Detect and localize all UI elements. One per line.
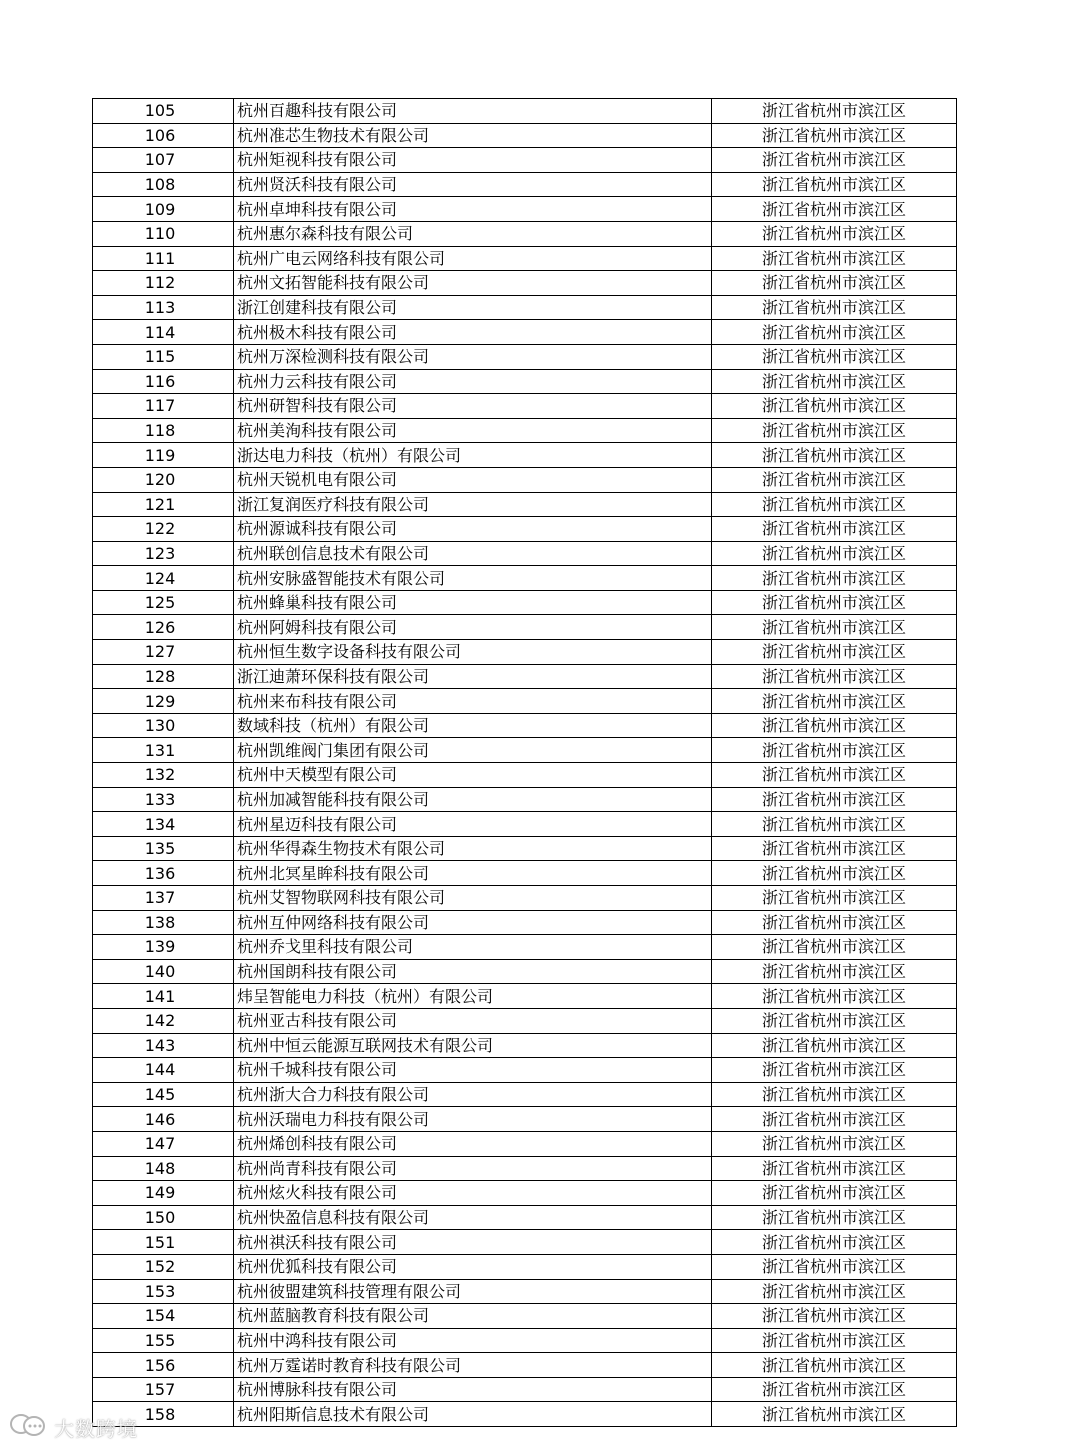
region-cell: 浙江省杭州市滨江区: [712, 763, 957, 788]
region-cell: 浙江省杭州市滨江区: [712, 787, 957, 812]
table-row: [93, 640, 957, 665]
table-row: [93, 1402, 957, 1427]
table-row: [93, 689, 957, 714]
company-name-cell: 杭州优狐科技有限公司: [234, 1254, 712, 1279]
row-number-cell: 110: [93, 221, 234, 246]
region-cell: 浙江省杭州市滨江区: [712, 812, 957, 837]
row-number-cell: 116: [93, 369, 234, 394]
company-name-cell: 杭州千城科技有限公司: [234, 1058, 712, 1083]
table-row: [93, 1033, 957, 1058]
table-row: [93, 787, 957, 812]
table-row: [93, 1377, 957, 1402]
row-number-cell: 151: [93, 1230, 234, 1255]
row-number-cell: 148: [93, 1156, 234, 1181]
table-row: [93, 935, 957, 960]
company-name-cell: 杭州恒生数字设备科技有限公司: [234, 640, 712, 665]
region-cell: 浙江省杭州市滨江区: [712, 99, 957, 124]
row-number-cell: 115: [93, 344, 234, 369]
region-cell: 浙江省杭州市滨江区: [712, 1156, 957, 1181]
company-name-cell: 杭州中恒云能源互联网技术有限公司: [234, 1033, 712, 1058]
row-number-cell: 139: [93, 935, 234, 960]
table-row: [93, 517, 957, 542]
table-row: [93, 123, 957, 148]
table-row: [93, 418, 957, 443]
row-number-cell: 112: [93, 271, 234, 296]
region-cell: 浙江省杭州市滨江区: [712, 517, 957, 542]
table-row: [93, 1353, 957, 1378]
row-number-cell: 130: [93, 713, 234, 738]
row-number-cell: 119: [93, 443, 234, 468]
table-row: [93, 1181, 957, 1206]
watermark-text: 大数跨境: [54, 1416, 138, 1441]
region-cell: 浙江省杭州市滨江区: [712, 344, 957, 369]
region-cell: 浙江省杭州市滨江区: [712, 1254, 957, 1279]
company-name-cell: 炜呈智能电力科技（杭州）有限公司: [234, 984, 712, 1009]
region-cell: 浙江省杭州市滨江区: [712, 1008, 957, 1033]
region-cell: 浙江省杭州市滨江区: [712, 910, 957, 935]
table-row: [93, 566, 957, 591]
row-number-cell: 138: [93, 910, 234, 935]
table-row: [93, 713, 957, 738]
region-cell: 浙江省杭州市滨江区: [712, 1033, 957, 1058]
company-name-cell: 杭州准芯生物技术有限公司: [234, 123, 712, 148]
region-cell: 浙江省杭州市滨江区: [712, 1058, 957, 1083]
table-row: [93, 1328, 957, 1353]
region-cell: 浙江省杭州市滨江区: [712, 295, 957, 320]
row-number-cell: 152: [93, 1254, 234, 1279]
company-name-cell: 浙江创建科技有限公司: [234, 295, 712, 320]
region-cell: 浙江省杭州市滨江区: [712, 172, 957, 197]
company-name-cell: 杭州万深检测科技有限公司: [234, 344, 712, 369]
region-cell: 浙江省杭州市滨江区: [712, 271, 957, 296]
row-number-cell: 142: [93, 1008, 234, 1033]
region-cell: 浙江省杭州市滨江区: [712, 320, 957, 345]
company-name-cell: 杭州快盈信息科技有限公司: [234, 1205, 712, 1230]
row-number-cell: 129: [93, 689, 234, 714]
row-number-cell: 126: [93, 615, 234, 640]
company-name-cell: 杭州惠尔森科技有限公司: [234, 221, 712, 246]
table-row: [93, 271, 957, 296]
company-name-cell: 杭州星迈科技有限公司: [234, 812, 712, 837]
table-row: [93, 763, 957, 788]
row-number-cell: 145: [93, 1082, 234, 1107]
table-row: [93, 738, 957, 763]
region-cell: 浙江省杭州市滨江区: [712, 1328, 957, 1353]
company-name-cell: 杭州安脉盛智能技术有限公司: [234, 566, 712, 591]
table-row: [93, 910, 957, 935]
watermark: [8, 1412, 138, 1442]
region-cell: 浙江省杭州市滨江区: [712, 861, 957, 886]
company-name-cell: 杭州矩视科技有限公司: [234, 148, 712, 173]
table-row: [93, 1230, 957, 1255]
row-number-cell: 128: [93, 664, 234, 689]
company-name-cell: 杭州阿姆科技有限公司: [234, 615, 712, 640]
company-name-cell: 杭州蜂巢科技有限公司: [234, 590, 712, 615]
row-number-cell: 147: [93, 1131, 234, 1156]
company-name-cell: 杭州美洵科技有限公司: [234, 418, 712, 443]
company-name-cell: 杭州百趣科技有限公司: [234, 99, 712, 124]
region-cell: 浙江省杭州市滨江区: [712, 369, 957, 394]
region-cell: 浙江省杭州市滨江区: [712, 984, 957, 1009]
region-cell: 浙江省杭州市滨江区: [712, 615, 957, 640]
row-number-cell: 149: [93, 1181, 234, 1206]
company-name-cell: 杭州中天模型有限公司: [234, 763, 712, 788]
table-row: [93, 443, 957, 468]
table-row: [93, 1008, 957, 1033]
region-cell: 浙江省杭州市滨江区: [712, 246, 957, 271]
row-number-cell: 125: [93, 590, 234, 615]
table-row: [93, 1205, 957, 1230]
company-name-cell: 数域科技（杭州）有限公司: [234, 713, 712, 738]
row-number-cell: 127: [93, 640, 234, 665]
company-name-cell: 杭州烯创科技有限公司: [234, 1131, 712, 1156]
company-name-cell: 浙江迪萧环保科技有限公司: [234, 664, 712, 689]
row-number-cell: 150: [93, 1205, 234, 1230]
region-cell: 浙江省杭州市滨江区: [712, 935, 957, 960]
region-cell: 浙江省杭州市滨江区: [712, 418, 957, 443]
region-cell: 浙江省杭州市滨江区: [712, 467, 957, 492]
company-name-cell: 浙江复润医疗科技有限公司: [234, 492, 712, 517]
table-row: [93, 1304, 957, 1329]
table-row: [93, 246, 957, 271]
table-row: [93, 984, 957, 1009]
company-name-cell: 杭州卓坤科技有限公司: [234, 197, 712, 222]
row-number-cell: 157: [93, 1377, 234, 1402]
region-cell: 浙江省杭州市滨江区: [712, 713, 957, 738]
table-row: [93, 369, 957, 394]
region-cell: 浙江省杭州市滨江区: [712, 689, 957, 714]
row-number-cell: 140: [93, 959, 234, 984]
company-name-cell: 杭州加减智能科技有限公司: [234, 787, 712, 812]
row-number-cell: 123: [93, 541, 234, 566]
table-row: [93, 295, 957, 320]
region-cell: 浙江省杭州市滨江区: [712, 1131, 957, 1156]
company-name-cell: 杭州博脉科技有限公司: [234, 1377, 712, 1402]
table-row: [93, 1279, 957, 1304]
row-number-cell: 111: [93, 246, 234, 271]
region-cell: 浙江省杭州市滨江区: [712, 1279, 957, 1304]
row-number-cell: 137: [93, 886, 234, 911]
row-number-cell: 117: [93, 394, 234, 419]
company-name-cell: 杭州华得森生物技术有限公司: [234, 836, 712, 861]
row-number-cell: 155: [93, 1328, 234, 1353]
company-name-cell: 杭州乔戈里科技有限公司: [234, 935, 712, 960]
row-number-cell: 133: [93, 787, 234, 812]
table-row: [93, 664, 957, 689]
row-number-cell: 106: [93, 123, 234, 148]
row-number-cell: 146: [93, 1107, 234, 1132]
row-number-cell: 121: [93, 492, 234, 517]
company-name-cell: 杭州广电云网络科技有限公司: [234, 246, 712, 271]
row-number-cell: 135: [93, 836, 234, 861]
company-name-cell: 杭州凯维阀门集团有限公司: [234, 738, 712, 763]
table-row: [93, 394, 957, 419]
company-name-cell: 杭州中鸿科技有限公司: [234, 1328, 712, 1353]
region-cell: 浙江省杭州市滨江区: [712, 1181, 957, 1206]
region-cell: 浙江省杭州市滨江区: [712, 959, 957, 984]
region-cell: 浙江省杭州市滨江区: [712, 221, 957, 246]
region-cell: 浙江省杭州市滨江区: [712, 664, 957, 689]
company-name-cell: 杭州研智科技有限公司: [234, 394, 712, 419]
table-row: [93, 344, 957, 369]
company-name-cell: 杭州北冥星眸科技有限公司: [234, 861, 712, 886]
table-row: [93, 1058, 957, 1083]
region-cell: 浙江省杭州市滨江区: [712, 123, 957, 148]
table-row: [93, 197, 957, 222]
table-row: [93, 1254, 957, 1279]
row-number-cell: 108: [93, 172, 234, 197]
table-row: [93, 1156, 957, 1181]
row-number-cell: 143: [93, 1033, 234, 1058]
company-name-cell: 杭州炫火科技有限公司: [234, 1181, 712, 1206]
region-cell: 浙江省杭州市滨江区: [712, 541, 957, 566]
region-cell: 浙江省杭州市滨江区: [712, 1107, 957, 1132]
region-cell: 浙江省杭州市滨江区: [712, 1353, 957, 1378]
region-cell: 浙江省杭州市滨江区: [712, 1205, 957, 1230]
table-row: [93, 541, 957, 566]
row-number-cell: 131: [93, 738, 234, 763]
table-row: [93, 172, 957, 197]
table-row: [93, 836, 957, 861]
region-cell: 浙江省杭州市滨江区: [712, 492, 957, 517]
region-cell: 浙江省杭州市滨江区: [712, 1402, 957, 1427]
region-cell: 浙江省杭州市滨江区: [712, 738, 957, 763]
row-number-cell: 141: [93, 984, 234, 1009]
company-name-cell: 杭州沃瑞电力科技有限公司: [234, 1107, 712, 1132]
company-name-cell: 杭州彼盟建筑科技管理有限公司: [234, 1279, 712, 1304]
region-cell: 浙江省杭州市滨江区: [712, 566, 957, 591]
row-number-cell: 118: [93, 418, 234, 443]
table-row: [93, 959, 957, 984]
company-name-cell: 杭州国朗科技有限公司: [234, 959, 712, 984]
row-number-cell: 154: [93, 1304, 234, 1329]
company-name-cell: 杭州阳斯信息技术有限公司: [234, 1402, 712, 1427]
row-number-cell: 134: [93, 812, 234, 837]
company-name-cell: 杭州文拓智能科技有限公司: [234, 271, 712, 296]
company-name-cell: 杭州亚古科技有限公司: [234, 1008, 712, 1033]
region-cell: 浙江省杭州市滨江区: [712, 640, 957, 665]
region-cell: 浙江省杭州市滨江区: [712, 394, 957, 419]
table-row: [93, 615, 957, 640]
table-row: [93, 320, 957, 345]
table-row: [93, 99, 957, 124]
company-name-cell: 杭州联创信息技术有限公司: [234, 541, 712, 566]
row-number-cell: 156: [93, 1353, 234, 1378]
company-name-cell: 杭州源诚科技有限公司: [234, 517, 712, 542]
company-list-table: [92, 98, 957, 1427]
region-cell: 浙江省杭州市滨江区: [712, 886, 957, 911]
row-number-cell: 124: [93, 566, 234, 591]
region-cell: 浙江省杭州市滨江区: [712, 836, 957, 861]
chat-bubble-logo-icon: [8, 1411, 48, 1443]
region-cell: 浙江省杭州市滨江区: [712, 197, 957, 222]
company-name-cell: 杭州天锐机电有限公司: [234, 467, 712, 492]
table-row: [93, 148, 957, 173]
table-row: [93, 492, 957, 517]
row-number-cell: 136: [93, 861, 234, 886]
table-row: [93, 1082, 957, 1107]
region-cell: 浙江省杭州市滨江区: [712, 590, 957, 615]
company-name-cell: 浙达电力科技（杭州）有限公司: [234, 443, 712, 468]
region-cell: 浙江省杭州市滨江区: [712, 148, 957, 173]
company-name-cell: 杭州万霆诺时教育科技有限公司: [234, 1353, 712, 1378]
table-row: [93, 1107, 957, 1132]
row-number-cell: 132: [93, 763, 234, 788]
row-number-cell: 153: [93, 1279, 234, 1304]
table-row: [93, 467, 957, 492]
table-row: [93, 1131, 957, 1156]
region-cell: 浙江省杭州市滨江区: [712, 443, 957, 468]
company-name-cell: 杭州艾智物联网科技有限公司: [234, 886, 712, 911]
company-name-cell: 杭州互仲网络科技有限公司: [234, 910, 712, 935]
table-body: [93, 99, 957, 1427]
company-name-cell: 杭州贤沃科技有限公司: [234, 172, 712, 197]
table-row: [93, 861, 957, 886]
company-name-cell: 杭州尚青科技有限公司: [234, 1156, 712, 1181]
table-row: [93, 812, 957, 837]
table-row: [93, 590, 957, 615]
company-name-cell: 杭州浙大合力科技有限公司: [234, 1082, 712, 1107]
company-name-cell: 杭州祺沃科技有限公司: [234, 1230, 712, 1255]
region-cell: 浙江省杭州市滨江区: [712, 1082, 957, 1107]
row-number-cell: 109: [93, 197, 234, 222]
row-number-cell: 120: [93, 467, 234, 492]
row-number-cell: 114: [93, 320, 234, 345]
row-number-cell: 158: [93, 1402, 234, 1427]
region-cell: 浙江省杭州市滨江区: [712, 1230, 957, 1255]
row-number-cell: 122: [93, 517, 234, 542]
table-row: [93, 886, 957, 911]
row-number-cell: 144: [93, 1058, 234, 1083]
company-name-cell: 杭州力云科技有限公司: [234, 369, 712, 394]
table-row: [93, 221, 957, 246]
row-number-cell: 107: [93, 148, 234, 173]
row-number-cell: 105: [93, 99, 234, 124]
row-number-cell: 113: [93, 295, 234, 320]
company-name-cell: 杭州极木科技有限公司: [234, 320, 712, 345]
company-name-cell: 杭州来布科技有限公司: [234, 689, 712, 714]
region-cell: 浙江省杭州市滨江区: [712, 1377, 957, 1402]
company-name-cell: 杭州蓝脑教育科技有限公司: [234, 1304, 712, 1329]
region-cell: 浙江省杭州市滨江区: [712, 1304, 957, 1329]
